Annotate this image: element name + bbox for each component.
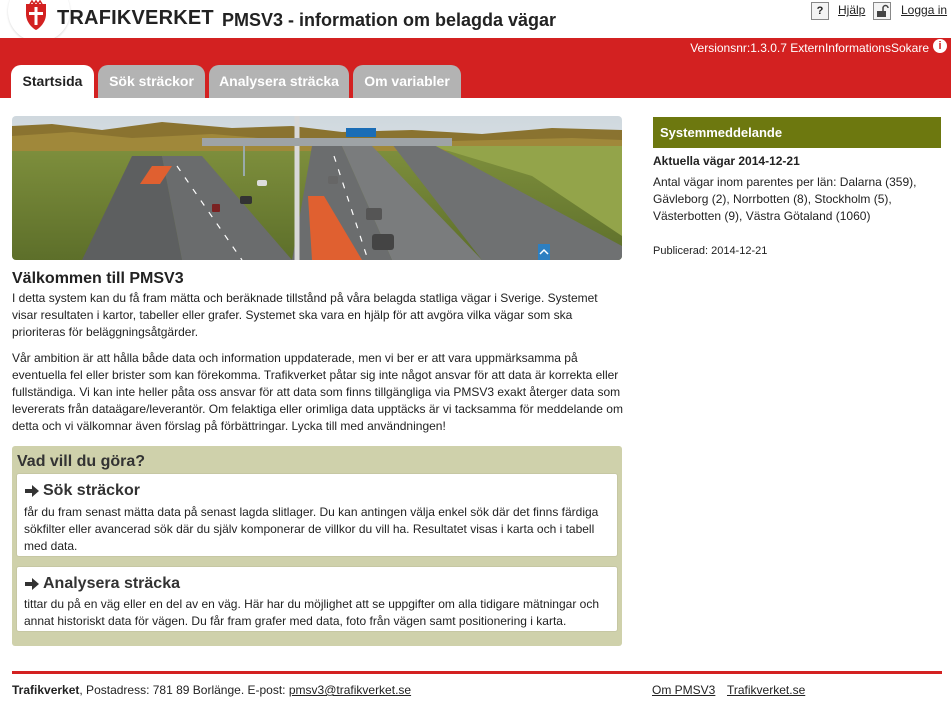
- padlock-icon[interactable]: [873, 2, 891, 20]
- footer-org: Trafikverket: [12, 683, 80, 697]
- card-analysera-stracka-text: tittar du på en väg eller en del av en väg. Här har du möjlighet att se uppgifter om alla tidigare mätningar och annat historiskt data för vägen. Du får fram grafer med data, foto från vägen samt positionering i karta.: [24, 597, 599, 628]
- intro-paragraph: I detta system kan du få fram mätta och beräknade tillstånd på våra belagda statliga vägar i Sverige. Systemet visar resultaten i kartor, tabeller eller grafer. Systemet ska vara en hjälp för att avgöra vilka vägar som ska prioriteras för beläggningsåtgärder.: [12, 291, 598, 339]
- footer-divider: [12, 671, 942, 674]
- logo-text: TRAFIKVERKET: [57, 7, 214, 29]
- arrow-right-icon: [25, 578, 39, 590]
- what-to-do-box: [12, 446, 622, 646]
- footer-link-trafikverket[interactable]: Trafikverket.se: [727, 683, 806, 697]
- what-to-do-title: Vad vill du göra?: [17, 453, 146, 470]
- info-icon[interactable]: i: [933, 39, 947, 53]
- card-sok-strackor-title[interactable]: [25, 482, 140, 500]
- login-link[interactable]: Logga in: [901, 3, 948, 17]
- version-text: Versionsnr:1.3.0.7 ExternInformationsSokare: [690, 41, 929, 55]
- footer-address: , Postadress: 781 89 Borlänge. E-post:: [79, 683, 289, 697]
- tab-startsida[interactable]: Startsida: [11, 65, 94, 98]
- card-sok-strackor-label[interactable]: Sök sträckor: [43, 482, 140, 499]
- footer-link-about[interactable]: Om PMSV3: [652, 683, 716, 697]
- tab-sok-strackor[interactable]: Sök sträckor: [98, 65, 205, 98]
- navigation-bar: [0, 38, 951, 98]
- card-analysera-stracka-title[interactable]: [25, 575, 180, 593]
- footer-email-link[interactable]: pmsv3@trafikverket.se: [288, 683, 412, 697]
- ambition-paragraph: Vår ambition är att hålla både data och information uppdaterade, men vi ber er att vara uppmärksamma på eventuella fel eller brister som kan förekomma. Trafikverket påtar sig inte något ansvar för att data är korrekta eller fullständiga. Vi kan inte heller påta oss ansvar för att data som finns tillgängliga via PMSV3 exakt återger data som levererats från dataägare/leverantör. Om felaktiga eller orimliga data upptäcks är vi tacksamma för meddelande om detta och vi välkomnar även förslag på förbättringar. Lycka till med användningen!: [12, 351, 623, 433]
- card-sok-strackor[interactable]: [16, 473, 618, 557]
- tab-om-variabler[interactable]: Om variabler: [353, 65, 461, 98]
- trafikverket-logo-icon: [22, 0, 50, 36]
- card-sok-strackor-text: får du fram senast mätta data på senast lagda slitlager. Du kan antingen välja enkel sök där det finns färdiga sökfilter eller avancerad sök där du själv komponerar de villkor du vill ha. Resultatet visas i karta och i tabell med data.: [24, 505, 599, 553]
- system-message-subtitle: Aktuella vägar 2014-12-21: [653, 154, 800, 168]
- footer-contact: [12, 683, 411, 697]
- help-icon[interactable]: ?: [811, 2, 829, 20]
- tab-analysera-stracka[interactable]: Analysera sträcka: [209, 65, 349, 98]
- card-analysera-stracka-label[interactable]: Analysera sträcka: [43, 575, 180, 592]
- welcome-title: Välkommen till PMSV3: [12, 270, 184, 287]
- arrow-right-icon: [25, 485, 39, 497]
- system-message-header: Systemmeddelande: [653, 117, 941, 148]
- header: [0, 0, 951, 40]
- system-message-text: Antal vägar inom parentes per län: Dalarna (359), Gävleborg (2), Norrbotten (8), Stockholm (5), Västerbotten (9), Västra Götaland (1060): [653, 175, 917, 223]
- card-analysera-stracka[interactable]: [16, 566, 618, 632]
- system-message-published: Publicerad: 2014-12-21: [653, 245, 768, 257]
- app-title: PMSV3 - information om belagda vägar: [222, 10, 557, 30]
- help-link[interactable]: Hjälp: [838, 3, 866, 17]
- hero-road-image: [12, 116, 622, 260]
